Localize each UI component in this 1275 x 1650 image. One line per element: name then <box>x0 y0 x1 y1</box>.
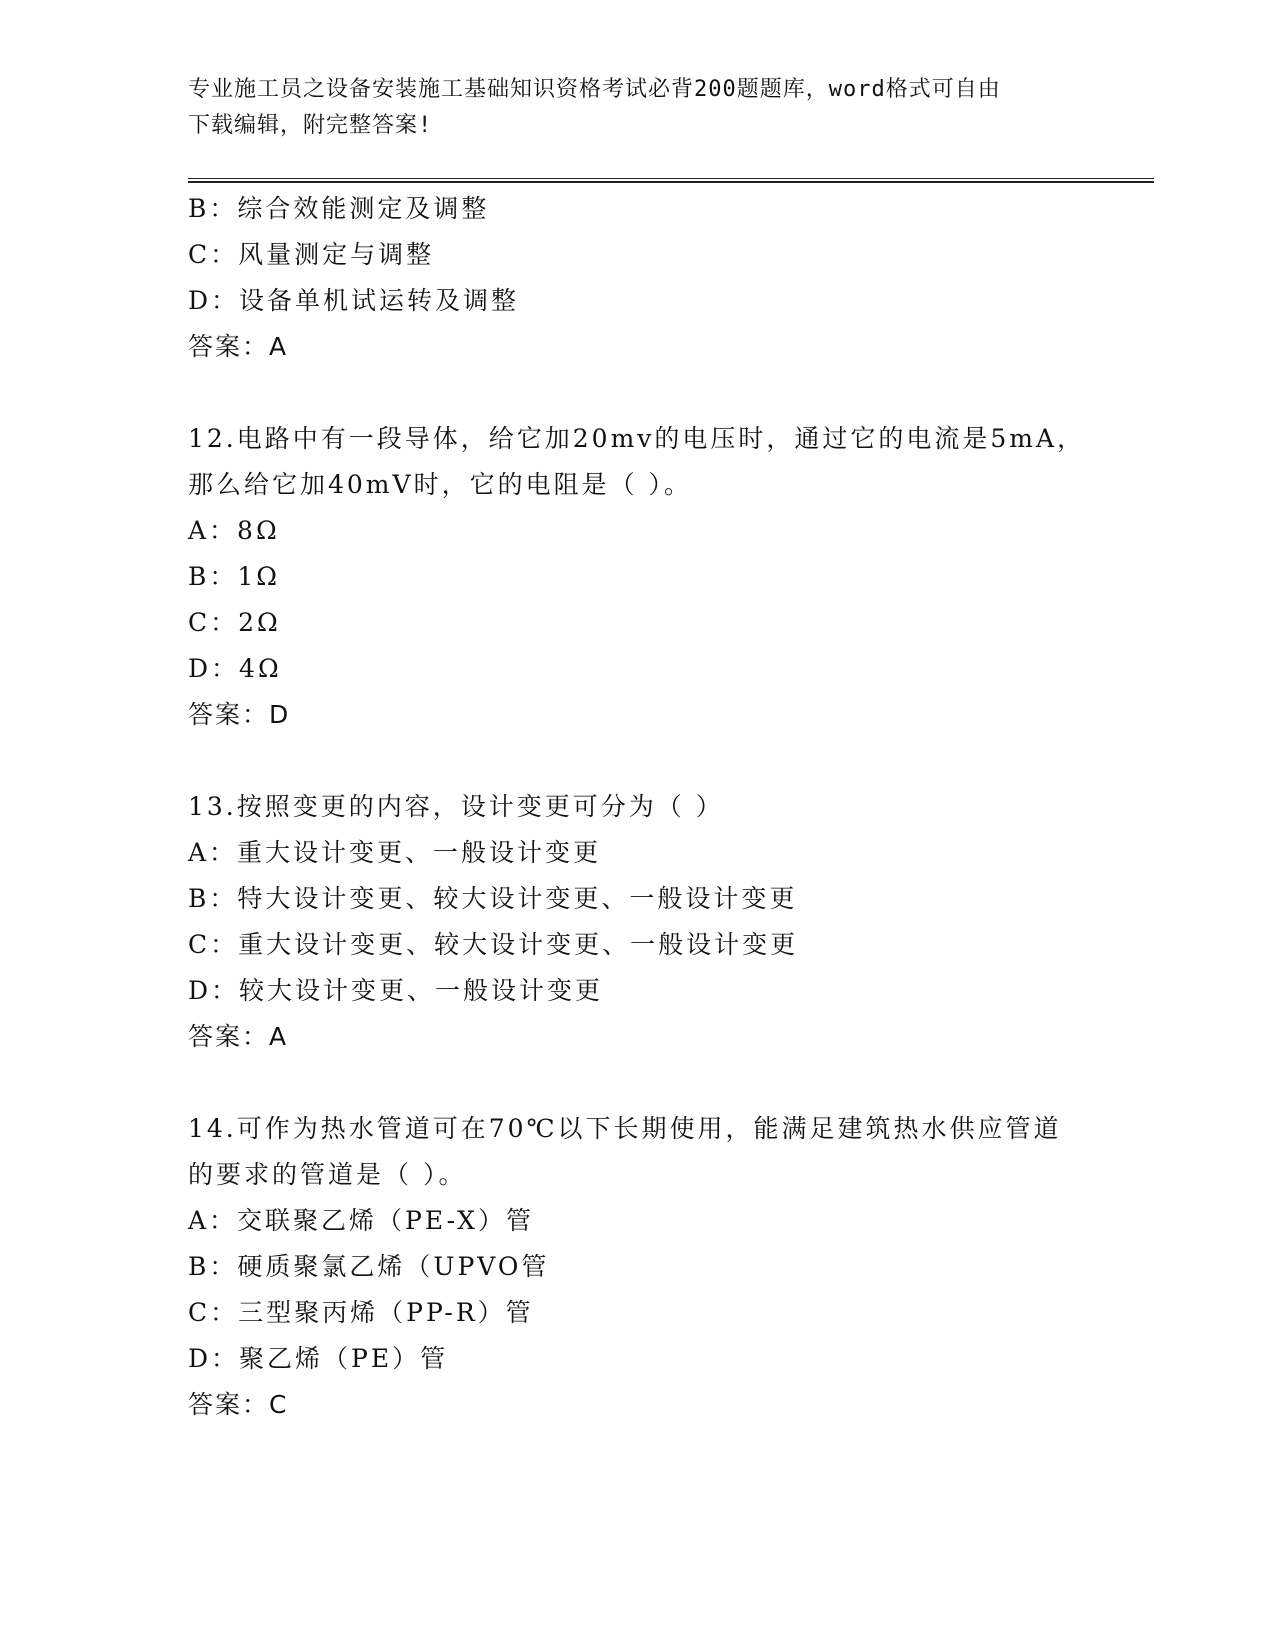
option-c: C：风量测定与调整 <box>188 240 435 269</box>
question-text: 13.按照变更的内容，设计变更可分为（ ） <box>188 792 724 821</box>
block-spacer <box>188 738 1148 784</box>
option-b: B：硬质聚氯乙烯（UPVO管 <box>188 1252 550 1281</box>
option-c: C：重大设计变更、较大设计变更、一般设计变更 <box>188 930 799 959</box>
question-block-12 <box>188 416 1148 738</box>
option-b: B：特大设计变更、较大设计变更、一般设计变更 <box>188 884 798 913</box>
answer-line: 答案：D <box>188 700 291 729</box>
option-d: D：4Ω <box>188 654 282 683</box>
question-list <box>188 186 1148 1428</box>
option-c: C：2Ω <box>188 608 281 637</box>
option-d: D：设备单机试运转及调整 <box>188 286 520 315</box>
option-d: D：聚乙烯（PE）管 <box>188 1344 449 1373</box>
option-a: A：重大设计变更、一般设计变更 <box>188 838 602 867</box>
header-divider <box>188 178 1154 183</box>
question-text: 12.电路中有一段导体，给它加20mv的电压时，通过它的电流是5mA， <box>188 424 1086 453</box>
question-block-11 <box>188 186 1148 370</box>
question-block-14 <box>188 1106 1148 1428</box>
option-c: C：三型聚丙烯（PP-R）管 <box>188 1298 534 1327</box>
block-spacer <box>188 1060 1148 1106</box>
option-a: A：交联聚乙烯（PE-X）管 <box>188 1206 534 1235</box>
answer-line: 答案：C <box>188 1390 289 1419</box>
question-block-13 <box>188 784 1148 1060</box>
question-text: 那么给它加40mV时，它的电阻是（ ）。 <box>188 470 693 499</box>
option-a: A：8Ω <box>188 516 280 545</box>
option-b: B：1Ω <box>188 562 281 591</box>
block-spacer <box>188 370 1148 416</box>
answer-line: 答案：A <box>188 1022 289 1051</box>
document-header <box>188 72 1088 144</box>
option-b: B：综合效能测定及调整 <box>188 194 490 223</box>
option-d: D：较大设计变更、一般设计变更 <box>188 976 604 1005</box>
question-text: 的要求的管道是（ ）。 <box>188 1160 467 1189</box>
header-line-1: 专业施工员之设备安装施工基础知识资格考试必背200题题库，word格式可自由 <box>188 77 1001 102</box>
answer-line: 答案：A <box>188 332 289 361</box>
question-text: 14.可作为热水管道可在70℃以下长期使用，能满足建筑热水供应管道 <box>188 1114 1062 1143</box>
header-line-2: 下载编辑，附完整答案! <box>188 113 433 138</box>
